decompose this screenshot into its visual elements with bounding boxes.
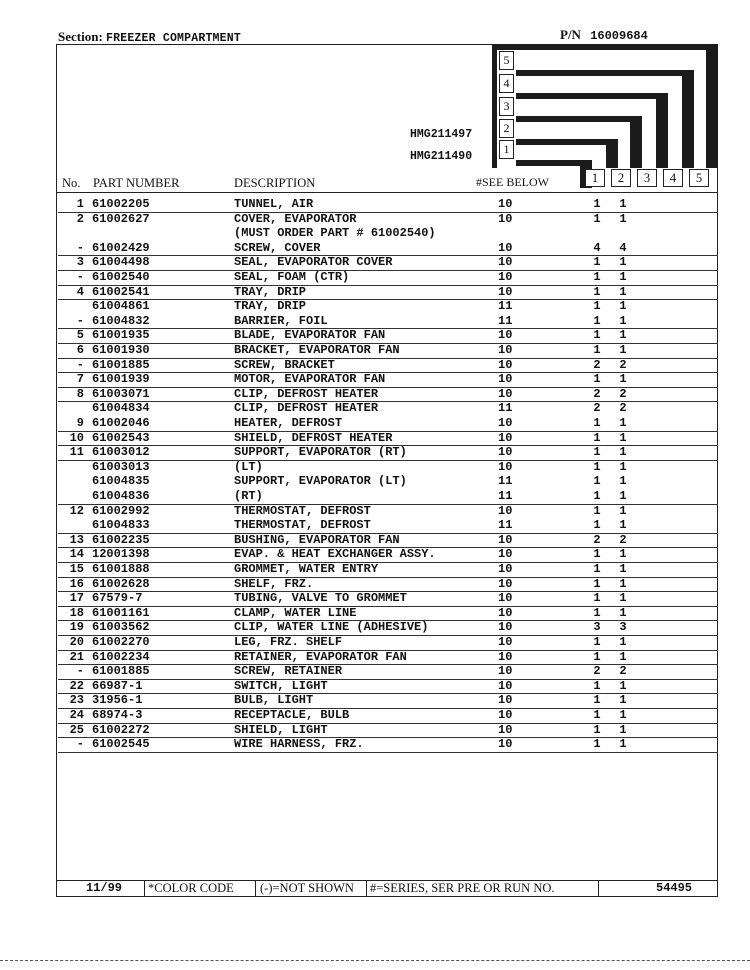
see-below-code: 10	[498, 547, 513, 562]
qty-series-2: 1	[619, 605, 627, 620]
qty-series-2: 2	[619, 532, 627, 547]
part-number: 61003012	[92, 445, 150, 460]
part-number: 61001939	[92, 372, 150, 387]
item-number: -	[76, 737, 84, 752]
series-box-3: 3	[499, 97, 514, 116]
section-value: FREEZER COMPARTMENT	[106, 32, 241, 45]
qty-series-1: 2	[593, 357, 601, 372]
part-description: BULB, LIGHT	[234, 693, 314, 708]
part-number: 61001930	[92, 343, 150, 357]
qty-series-1: 1	[593, 635, 601, 649]
qty-series-1: 1	[593, 503, 601, 518]
part-description: SUPPORT, EVAPORATOR (LT)	[234, 474, 407, 489]
table-row	[58, 693, 718, 709]
see-below-code: 11	[498, 489, 513, 503]
part-description: TUBING, VALVE TO GROMMET	[234, 591, 407, 606]
qty-col-1: 1	[585, 169, 605, 187]
qty-series-1: 2	[593, 386, 601, 401]
part-number: 61002543	[92, 430, 150, 445]
item-number: 12	[69, 503, 84, 518]
table-row	[58, 372, 718, 388]
part-description: SHELF, FRZ.	[234, 576, 314, 591]
table-row	[58, 504, 718, 519]
table-row	[58, 547, 718, 563]
qty-series-1: 1	[593, 678, 601, 693]
item-number: 9	[76, 416, 84, 430]
part-number: 61001888	[92, 562, 150, 576]
part-description: CLAMP, WATER LINE	[234, 605, 357, 620]
qty-series-1: 1	[593, 416, 601, 430]
see-below-code: 10	[498, 211, 513, 226]
table-row	[58, 474, 718, 489]
model-number-1: HMG211497	[410, 128, 473, 141]
part-number: 61002541	[92, 284, 150, 299]
part-description: THERMOSTAT, DEFROST	[234, 518, 371, 533]
part-description: SEAL, FOAM (CTR)	[234, 270, 350, 284]
item-number: 23	[69, 693, 84, 708]
see-below-code: 11	[498, 518, 513, 533]
item-number: 4	[76, 284, 84, 299]
item-number: 6	[76, 343, 84, 357]
part-number: 61001935	[92, 328, 150, 343]
part-description: SHIELD, LIGHT	[234, 722, 328, 737]
table-row	[58, 445, 718, 461]
item-number: 18	[69, 605, 84, 620]
see-below-code: 11	[498, 299, 513, 314]
item-number: 14	[69, 547, 84, 562]
see-below-code: 11	[498, 474, 513, 489]
qty-series-2: 1	[619, 678, 627, 693]
table-row	[58, 533, 718, 549]
item-number: -	[76, 240, 84, 255]
table-row	[58, 562, 718, 578]
qty-series-2: 1	[619, 284, 627, 299]
qty-series-1: 1	[593, 197, 601, 211]
qty-series-1: 1	[593, 328, 601, 343]
table-row	[58, 314, 718, 330]
item-number: 5	[76, 328, 84, 343]
part-description: (RT)	[234, 489, 263, 503]
see-below-code: 10	[498, 343, 513, 357]
part-description: BLADE, EVAPORATOR FAN	[234, 328, 386, 343]
part-description: CLIP, WATER LINE (ADHESIVE)	[234, 620, 429, 635]
series-box-1: 1	[499, 140, 514, 159]
qty-series-2: 1	[619, 459, 627, 474]
item-number: 10	[69, 430, 84, 445]
item-number: 16	[69, 576, 84, 591]
qty-series-1: 1	[593, 372, 601, 387]
part-number: 61004832	[92, 313, 150, 328]
item-number: 17	[69, 591, 84, 606]
footer-not-shown: (-)=NOT SHOWN	[260, 881, 354, 895]
model-number-2: HMG211490	[410, 150, 473, 163]
qty-series-1: 2	[593, 401, 601, 416]
qty-series-2: 1	[619, 416, 627, 430]
part-number: 68974-3	[92, 708, 143, 722]
part-number: 61002992	[92, 503, 150, 518]
item-number: 20	[69, 635, 84, 649]
part-description: BUSHING, EVAPORATOR FAN	[234, 532, 400, 547]
part-number: 61004498	[92, 255, 150, 270]
part-number: 12001398	[92, 547, 150, 562]
table-row	[58, 197, 718, 213]
part-number: 61002234	[92, 649, 150, 664]
item-number: 13	[69, 532, 84, 547]
header-rule	[56, 192, 718, 193]
see-below-code: 10	[498, 722, 513, 737]
table-row	[58, 489, 718, 505]
see-below-code: 10	[498, 503, 513, 518]
col-header-description: DESCRIPTION	[234, 176, 316, 190]
part-number: 61002429	[92, 240, 150, 255]
qty-series-1: 1	[593, 255, 601, 270]
qty-series-2: 1	[619, 576, 627, 591]
col-header-no: No.	[62, 176, 81, 190]
see-below-code: 10	[498, 562, 513, 576]
qty-series-1: 1	[593, 576, 601, 591]
part-description: (MUST ORDER PART # 61002540)	[234, 226, 436, 241]
item-number: 3	[76, 255, 84, 270]
see-below-code: 10	[498, 240, 513, 255]
part-description: SCREW, COVER	[234, 240, 321, 255]
table-row	[58, 460, 718, 475]
qty-series-2: 1	[619, 474, 627, 489]
part-number-heading	[560, 27, 648, 43]
qty-series-2: 1	[619, 197, 627, 211]
qty-series-2: 1	[619, 270, 627, 284]
col-header-see-below: #SEE BELOW	[476, 175, 549, 189]
qty-series-1: 2	[593, 532, 601, 547]
part-description: GROMMET, WATER ENTRY	[234, 562, 379, 576]
part-description: CLIP, DEFROST HEATER	[234, 401, 379, 416]
series-box-4: 4	[499, 74, 514, 93]
see-below-code: 10	[498, 664, 513, 679]
qty-series-2: 3	[619, 620, 627, 635]
qty-series-1: 1	[593, 299, 601, 314]
see-below-code: 10	[498, 591, 513, 606]
series-box-5: 5	[499, 51, 514, 70]
qty-series-1: 1	[593, 459, 601, 474]
see-below-code: 10	[498, 693, 513, 708]
col-header-part-number: PART NUMBER	[93, 176, 180, 190]
see-below-code: 10	[498, 270, 513, 284]
qty-series-1: 1	[593, 489, 601, 503]
footer	[56, 880, 718, 897]
part-description: HEATER, DEFROST	[234, 416, 343, 430]
qty-col-2: 2	[611, 169, 631, 187]
qty-series-1: 1	[593, 649, 601, 664]
see-below-code: 10	[498, 605, 513, 620]
part-description: TRAY, DRIP	[234, 284, 307, 299]
qty-series-1: 1	[593, 430, 601, 445]
qty-series-1: 2	[593, 664, 601, 679]
qty-series-2: 4	[619, 240, 627, 255]
qty-col-4: 4	[663, 169, 683, 187]
qty-series-2: 1	[619, 313, 627, 328]
qty-series-2: 1	[619, 372, 627, 387]
series-box-2: 2	[499, 119, 514, 138]
table-row	[58, 708, 718, 724]
part-number: 61001885	[92, 664, 150, 679]
part-description: TUNNEL, AIR	[234, 197, 314, 211]
part-description: BARRIER, FOIL	[234, 313, 328, 328]
part-description: (LT)	[234, 459, 263, 474]
qty-series-2: 1	[619, 328, 627, 343]
pn-label: P/N	[560, 27, 581, 42]
part-number: 61004836	[92, 489, 150, 503]
part-number: 61002628	[92, 576, 150, 591]
item-number: 8	[76, 386, 84, 401]
part-number: 61003013	[92, 459, 150, 474]
table-row	[58, 431, 718, 447]
table-row	[58, 606, 718, 622]
qty-series-1: 1	[593, 211, 601, 226]
table-row	[58, 226, 718, 241]
part-description: LEG, FRZ. SHELF	[234, 635, 343, 649]
part-description: RETAINER, EVAPORATOR FAN	[234, 649, 407, 664]
table-row	[58, 635, 718, 651]
see-below-code: 10	[498, 197, 513, 211]
part-description: SHIELD, DEFROST HEATER	[234, 430, 393, 445]
qty-series-2: 2	[619, 664, 627, 679]
qty-series-1: 1	[593, 722, 601, 737]
part-description: TRAY, DRIP	[234, 299, 307, 314]
qty-series-1: 1	[593, 605, 601, 620]
item-number: 19	[69, 620, 84, 635]
qty-series-2: 1	[619, 591, 627, 606]
qty-series-1: 1	[593, 270, 601, 284]
table-row	[58, 723, 718, 739]
part-number: 61004834	[92, 401, 150, 416]
item-number: 11	[69, 445, 84, 460]
table-row	[58, 387, 718, 403]
see-below-code: 10	[498, 328, 513, 343]
section-label: Section:	[58, 29, 103, 44]
table-row	[58, 679, 718, 695]
qty-series-1: 3	[593, 620, 601, 635]
item-number: -	[76, 664, 84, 679]
item-number: -	[76, 270, 84, 284]
item-number: 1	[76, 197, 84, 211]
part-number: 61003071	[92, 386, 150, 401]
footer-page-code: 54495	[656, 881, 693, 895]
table-row	[58, 737, 718, 753]
table-row	[58, 577, 718, 593]
part-number: 61002046	[92, 416, 150, 430]
table-row	[58, 343, 718, 359]
item-number: -	[76, 313, 84, 328]
see-below-code: 11	[498, 313, 513, 328]
part-description: RECEPTACLE, BULB	[234, 708, 350, 722]
table-row	[58, 620, 718, 636]
see-below-code: 10	[498, 372, 513, 387]
part-number: 61002270	[92, 635, 150, 649]
qty-series-1: 1	[593, 693, 601, 708]
qty-series-2: 1	[619, 489, 627, 503]
footer-date: 11/99	[86, 881, 123, 895]
part-number: 61004861	[92, 299, 150, 314]
table-row	[58, 416, 718, 432]
part-number: 67579-7	[92, 591, 143, 606]
item-number: 15	[69, 562, 84, 576]
part-description: SCREW, BRACKET	[234, 357, 335, 372]
qty-series-1: 1	[593, 737, 601, 752]
see-below-code: 10	[498, 532, 513, 547]
qty-series-1: 4	[593, 240, 601, 255]
see-below-code: 10	[498, 678, 513, 693]
part-number: 61001885	[92, 357, 150, 372]
qty-series-1: 1	[593, 313, 601, 328]
qty-series-2: 1	[619, 722, 627, 737]
page-edge-line	[0, 960, 750, 961]
table-row	[58, 255, 718, 271]
part-description: SEAL, EVAPORATOR COVER	[234, 255, 393, 270]
part-description: COVER, EVAPORATOR	[234, 211, 357, 226]
qty-series-1: 1	[593, 284, 601, 299]
part-number: 61004833	[92, 518, 150, 533]
qty-series-2: 1	[619, 211, 627, 226]
qty-series-2: 1	[619, 737, 627, 752]
qty-series-1: 1	[593, 518, 601, 533]
part-description: CLIP, DEFROST HEATER	[234, 386, 379, 401]
qty-series-2: 1	[619, 518, 627, 533]
part-number: 61001161	[92, 605, 150, 620]
qty-series-2: 1	[619, 343, 627, 357]
qty-series-2: 1	[619, 503, 627, 518]
part-description: MOTOR, EVAPORATOR FAN	[234, 372, 386, 387]
qty-series-2: 1	[619, 635, 627, 649]
part-number: 61002545	[92, 737, 150, 752]
part-description: EVAP. & HEAT EXCHANGER ASSY.	[234, 547, 436, 562]
see-below-code: 10	[498, 737, 513, 752]
part-number: 31956-1	[92, 693, 143, 708]
item-number: 7	[76, 372, 84, 387]
part-description: SWITCH, LIGHT	[234, 678, 328, 693]
qty-series-2: 1	[619, 299, 627, 314]
item-number: -	[76, 357, 84, 372]
part-description: WIRE HARNESS, FRZ.	[234, 737, 364, 752]
see-below-code: 10	[498, 445, 513, 460]
part-number: 61004835	[92, 474, 150, 489]
part-number: 61003562	[92, 620, 150, 635]
table-row	[58, 664, 718, 680]
table-row	[58, 212, 718, 227]
table-row	[58, 518, 718, 534]
see-below-code: 10	[498, 430, 513, 445]
qty-series-1: 1	[593, 343, 601, 357]
item-number: 24	[69, 708, 84, 722]
item-number: 2	[76, 211, 84, 226]
qty-col-5: 5	[689, 169, 709, 187]
see-below-code: 11	[498, 401, 513, 416]
table-row	[58, 358, 718, 374]
qty-series-2: 1	[619, 445, 627, 460]
see-below-code: 10	[498, 620, 513, 635]
part-number: 61002235	[92, 532, 150, 547]
table-row	[58, 591, 718, 607]
table-row	[58, 650, 718, 666]
table-row	[58, 401, 718, 416]
see-below-code: 10	[498, 635, 513, 649]
see-below-code: 10	[498, 416, 513, 430]
qty-series-2: 1	[619, 430, 627, 445]
part-description: THERMOSTAT, DEFROST	[234, 503, 371, 518]
qty-series-2: 1	[619, 649, 627, 664]
part-number: 66987-1	[92, 678, 143, 693]
qty-series-2: 1	[619, 562, 627, 576]
part-number: 61002272	[92, 722, 150, 737]
qty-series-1: 1	[593, 445, 601, 460]
footer-color-code: *COLOR CODE	[148, 881, 234, 895]
qty-series-2: 2	[619, 401, 627, 416]
table-row	[58, 270, 718, 286]
item-number: 25	[69, 722, 84, 737]
see-below-code: 10	[498, 708, 513, 722]
see-below-code: 10	[498, 576, 513, 591]
qty-series-1: 1	[593, 562, 601, 576]
qty-series-1: 1	[593, 591, 601, 606]
table-row	[58, 241, 718, 257]
part-description: BRACKET, EVAPORATOR FAN	[234, 343, 400, 357]
qty-series-2: 1	[619, 255, 627, 270]
see-below-code: 10	[498, 255, 513, 270]
part-description: SUPPORT, EVAPORATOR (RT)	[234, 445, 407, 460]
table-row	[58, 328, 718, 344]
see-below-code: 10	[498, 386, 513, 401]
item-number: 21	[69, 649, 84, 664]
part-number: 61002627	[92, 211, 150, 226]
see-below-code: 10	[498, 459, 513, 474]
qty-series-1: 1	[593, 547, 601, 562]
see-below-code: 10	[498, 284, 513, 299]
item-number: 22	[69, 678, 84, 693]
table-row	[58, 285, 718, 301]
part-number: 61002540	[92, 270, 150, 284]
qty-series-2: 1	[619, 693, 627, 708]
part-description: SCREW, RETAINER	[234, 664, 343, 679]
qty-col-3: 3	[637, 169, 657, 187]
footer-series-note: #=SERIES, SER PRE OR RUN NO.	[370, 881, 555, 895]
section-heading	[58, 29, 241, 45]
qty-series-2: 1	[619, 547, 627, 562]
qty-series-2: 2	[619, 386, 627, 401]
part-number: 61002205	[92, 197, 150, 211]
see-below-code: 10	[498, 357, 513, 372]
qty-series-1: 1	[593, 708, 601, 722]
qty-series-2: 2	[619, 357, 627, 372]
pn-value: 16009684	[590, 29, 648, 43]
qty-series-2: 1	[619, 708, 627, 722]
see-below-code: 10	[498, 649, 513, 664]
table-row	[58, 299, 718, 314]
qty-series-1: 1	[593, 474, 601, 489]
